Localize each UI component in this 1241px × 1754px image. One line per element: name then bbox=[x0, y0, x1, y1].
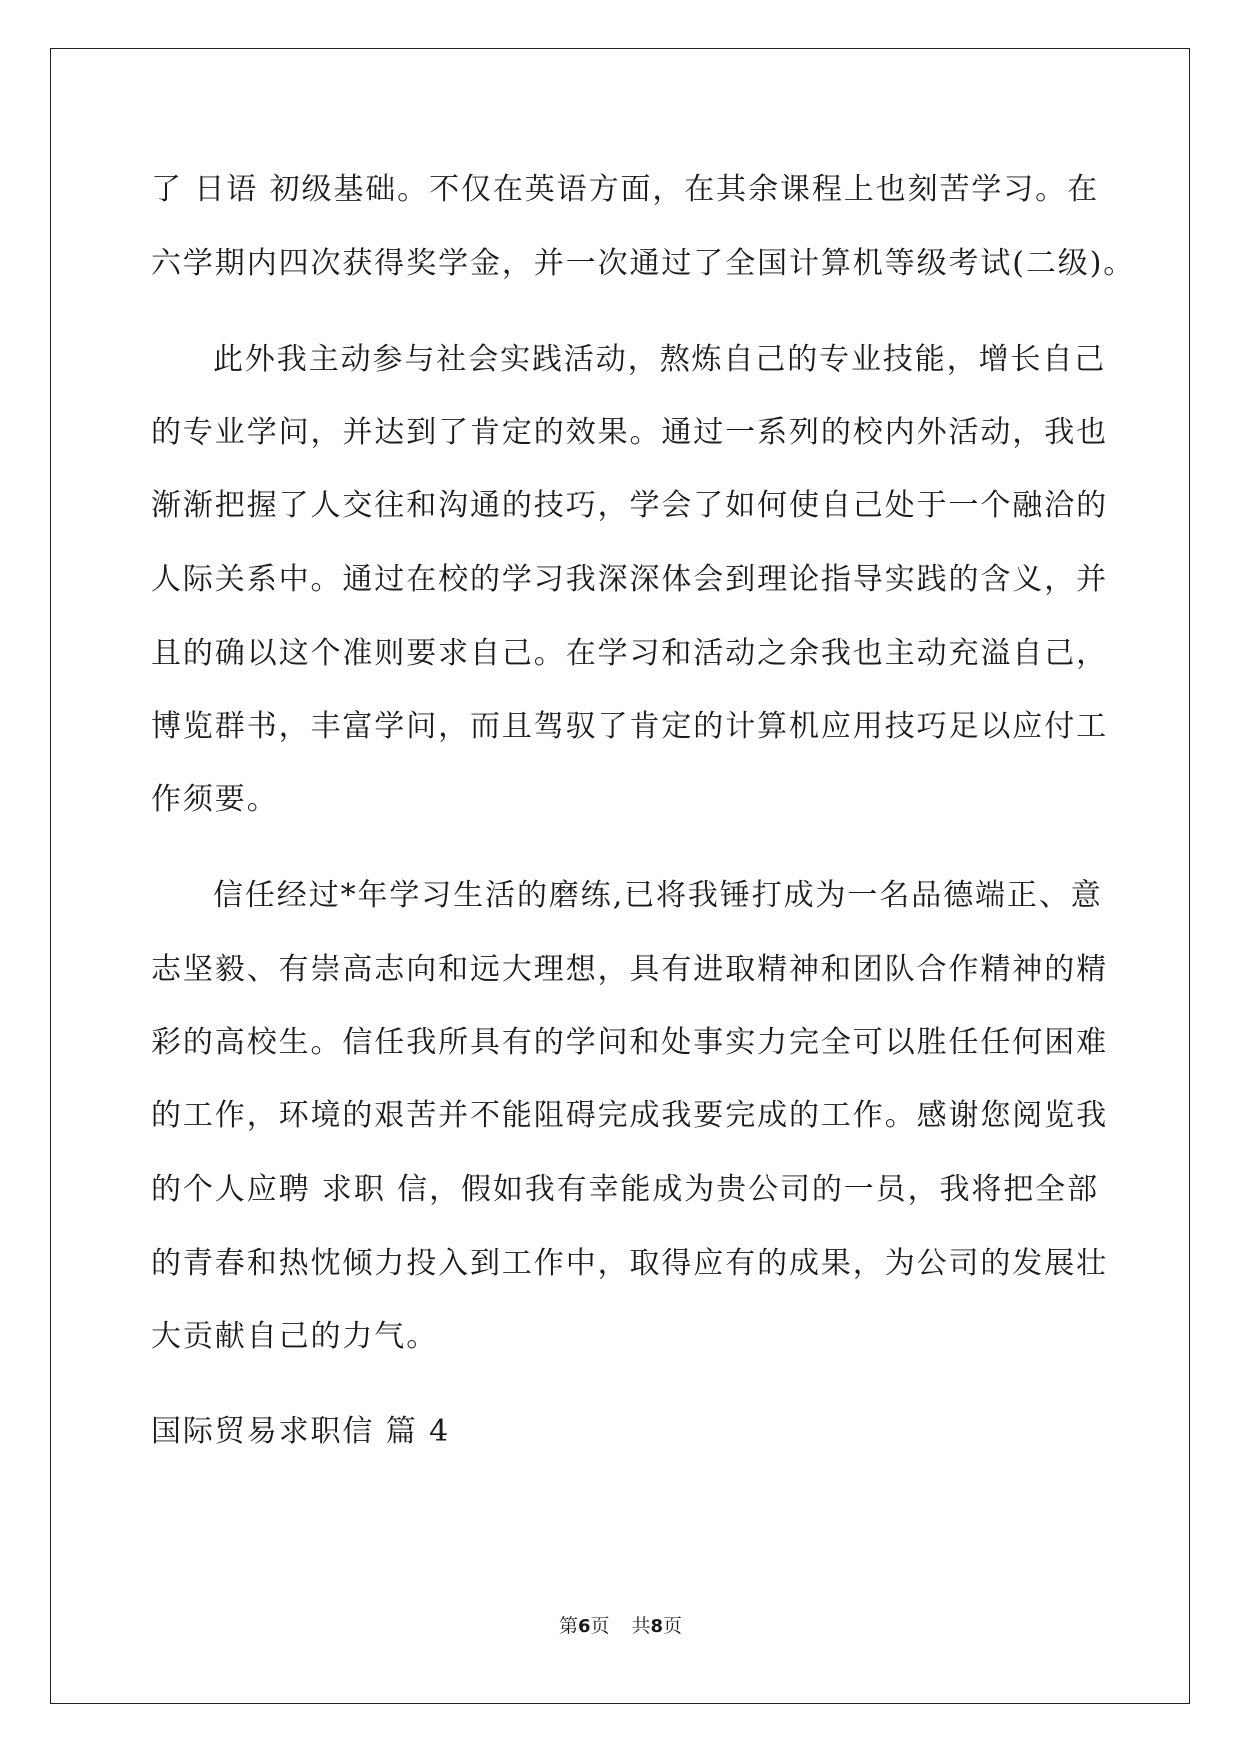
text-line: 的工作，环境的艰苦并不能阻碍完成我要完成的工作。感谢您阅览我 bbox=[151, 1098, 1108, 1133]
text-line: 彩的高校生。信任我所具有的学问和处事实力完全可以胜任任何困难 bbox=[151, 1025, 1108, 1060]
page-prefix: 第 bbox=[558, 1615, 578, 1637]
paragraph-start-line: 信任经过*年学习生活的磨练,已将我锤打成为一名品德端正、意 bbox=[213, 878, 1103, 913]
text-line: 了 日语 初级基础。不仅在英语方面，在其余课程上也刻苦学习。在 bbox=[151, 172, 1099, 207]
text-line: 志坚毅、有崇高志向和远大理想，具有进取精神和团队合作精神的精 bbox=[151, 952, 1108, 987]
total-suffix: 页 bbox=[663, 1615, 683, 1637]
text-line: 的专业学问，并达到了肯定的效果。通过一系列的校内外活动，我也 bbox=[151, 415, 1108, 450]
text-line: 大贡献自己的力气。 bbox=[151, 1319, 439, 1354]
text-line: 的个人应聘 求职 信，假如我有幸能成为贵公司的一员，我将把全部 bbox=[151, 1172, 1099, 1207]
text-line: 作须要。 bbox=[151, 782, 279, 817]
text-line: 的青春和热忱倾力投入到工作中，取得应有的成果，为公司的发展壮 bbox=[151, 1246, 1108, 1281]
page-number: 6 bbox=[577, 1616, 591, 1637]
total-pages: 8 bbox=[650, 1616, 664, 1637]
page-suffix: 页 bbox=[590, 1615, 610, 1637]
page-footer bbox=[0, 1614, 1241, 1639]
text-line: 渐渐把握了人交往和沟通的技巧，学会了如何使自己处于一个融洽的 bbox=[151, 488, 1108, 523]
text-line: 六学期内四次获得奖学金，并一次通过了全国计算机等级考试(二级)。 bbox=[151, 246, 1136, 281]
paragraph-start-line: 此外我主动参与社会实践活动，熬炼自己的专业技能，增长自己 bbox=[213, 342, 1107, 377]
text-line: 人际关系中。通过在校的学习我深深体会到理论指导实践的含义，并 bbox=[151, 562, 1108, 597]
text-line: 且的确以这个准则要求自己。在学习和活动之余我也主动充溢自己， bbox=[151, 636, 1108, 671]
total-prefix: 共 bbox=[631, 1615, 651, 1637]
text-line: 博览群书，丰富学问，而且驾驭了肯定的计算机应用技巧足以应付工 bbox=[151, 709, 1108, 744]
section-heading: 国际贸易求职信 篇 4 bbox=[151, 1414, 451, 1449]
